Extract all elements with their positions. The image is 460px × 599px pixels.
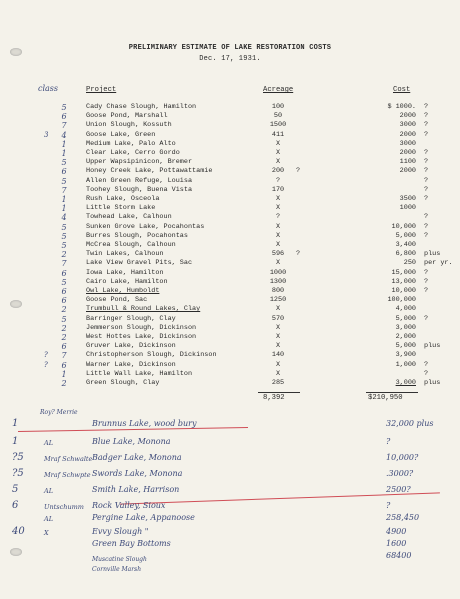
project-name: Warner Lake, Dickinson — [86, 360, 176, 369]
class-mark: 6 — [61, 296, 67, 306]
class-mark: 6 — [61, 112, 67, 122]
acreage-value: 285 — [271, 379, 285, 387]
class-note: ? — [44, 351, 48, 360]
class-mark: 5 — [61, 277, 67, 287]
project-name: Little Storm Lake — [86, 204, 156, 213]
cost-note: ? — [424, 112, 429, 121]
hw-cost: 68400 — [386, 551, 412, 560]
acreage-value: 411 — [271, 130, 285, 139]
acreage-value: 200 — [271, 167, 285, 176]
hw-left-mark: 1 — [12, 436, 19, 447]
project-name: Christopherson Slough, Dickinson — [86, 351, 217, 360]
column-header-class: class — [38, 84, 59, 93]
project-name: West Hottes Lake, Dickinson — [86, 333, 197, 341]
table-row — [0, 112, 460, 121]
hw-class-note: X — [44, 529, 49, 537]
acreage-value: X — [275, 342, 281, 351]
margin-note: Cornville Marsh — [92, 566, 142, 573]
acreage-value: X — [275, 305, 281, 314]
cost-note: plus — [424, 379, 441, 387]
cost-value: 2,000 — [395, 333, 416, 341]
project-name: Gruver Lake, Dickinson — [86, 342, 176, 351]
hw-cost: 2500? — [386, 485, 411, 494]
class-mark: 1 — [61, 139, 67, 149]
hw-class-note: Mraf Schwalte — [44, 455, 93, 463]
class-mark: 6 — [61, 287, 67, 296]
cost-note: ? — [424, 213, 429, 222]
cost-value: 2000 — [399, 112, 416, 121]
cost-value: 2000 — [399, 130, 416, 139]
project-name: Rush Lake, Osceola — [86, 195, 160, 203]
acreage-value: 50 — [273, 112, 283, 121]
table-row — [0, 324, 460, 333]
class-mark: 5 — [61, 103, 67, 112]
cost-value: 2000 — [399, 167, 416, 176]
table-row — [0, 315, 460, 324]
class-mark: 2 — [61, 305, 67, 315]
cost-value: 3,400 — [395, 241, 416, 249]
acreage-value: X — [275, 259, 281, 268]
class-mark: 1 — [61, 204, 67, 214]
class-mark: 7 — [61, 185, 67, 195]
class-mark: 2 — [61, 333, 67, 342]
hw-class-note: Mraf Schwpte — [44, 471, 91, 479]
acreage-value: X — [275, 333, 281, 341]
project-name: Honey Creek Lake, Pottawattamie — [86, 167, 213, 176]
project-name: Trumbull & Round Lakes, Clay — [86, 305, 201, 314]
table-row — [0, 351, 460, 360]
project-name: Jemmerson Slough, Dickinson — [86, 323, 197, 332]
total-rule — [258, 392, 300, 393]
project-name: Upper Wapsipinicon, Bremer — [86, 158, 193, 167]
table-row — [0, 195, 460, 204]
project-name: Medium Lake, Palo Alto — [86, 139, 176, 148]
project-name: Barringer Slough, Clay — [86, 314, 176, 323]
class-mark: 5 — [61, 231, 67, 241]
class-mark: 6 — [61, 268, 67, 278]
hw-left-mark: 6 — [12, 500, 19, 511]
acreage-value: X — [275, 241, 281, 249]
acreage-value: 170 — [271, 185, 285, 194]
cost-value: 6,800 — [395, 250, 416, 259]
cost-value: 3,000 — [395, 323, 416, 332]
table-row — [0, 121, 460, 130]
acreage-value: 1300 — [269, 277, 287, 286]
hw-left-mark: 1 — [12, 418, 19, 429]
hw-left-mark: ?5 — [12, 468, 24, 479]
acreage-value: 570 — [271, 314, 285, 323]
table-row — [0, 140, 460, 149]
hw-cost: ? — [386, 437, 391, 446]
hw-project: Green Bay Bottoms — [92, 539, 171, 548]
class-note: ? — [44, 360, 48, 369]
document-title: PRELIMINARY ESTIMATE OF LAKE RESTORATION COSTS — [128, 44, 332, 52]
cost-value: 1000 — [399, 204, 416, 213]
class-mark: 1 — [61, 195, 67, 204]
cost-note: ? — [424, 185, 429, 194]
hw-cost: 1600 — [386, 539, 407, 548]
table-row — [0, 361, 460, 370]
class-mark: 7 — [61, 351, 67, 361]
cost-value: 5,000 — [395, 314, 416, 323]
project-name: Owl Lake, Humboldt — [86, 287, 160, 295]
cost-note: ? — [424, 360, 429, 369]
hw-left-mark: 40 — [12, 526, 25, 537]
cost-value: 5,000 — [395, 342, 416, 351]
cost-value: 13,000 — [391, 277, 416, 286]
hw-cost: 258,450 — [386, 513, 420, 522]
hw-class-note: Untschumm — [44, 503, 84, 511]
hw-cost: ? — [386, 501, 391, 510]
table-row — [0, 103, 460, 112]
cost-note: ? — [424, 231, 429, 240]
hw-project: Badger Lake, Monona — [92, 453, 182, 462]
table-row — [0, 232, 460, 241]
class-mark: 5 — [61, 222, 67, 232]
hw-project: Swords Lake, Monona — [92, 469, 183, 478]
cost-note: ? — [424, 167, 429, 176]
table-row — [0, 241, 460, 250]
cost-value: 10,000 — [391, 222, 416, 231]
cost-note: plus — [424, 250, 441, 259]
acreage-value: 1250 — [269, 296, 287, 305]
project-name: Goose Lake, Green — [86, 130, 156, 139]
project-name: Twin Lakes, Calhoun — [86, 250, 164, 259]
project-name: Little Wall Lake, Hamilton — [86, 369, 193, 378]
hw-project: Pergine Lake, Appanoose — [92, 513, 195, 522]
acreage-query: ? — [296, 167, 301, 176]
table-row — [0, 259, 460, 268]
document-date: Dec. 17, 1931. — [199, 55, 261, 63]
project-name: McCrea Slough, Calhoun — [86, 241, 176, 249]
cost-note: ? — [424, 149, 429, 157]
cost-note: ? — [424, 121, 429, 130]
class-mark: 5 — [61, 158, 67, 168]
acreage-value: 1500 — [269, 121, 287, 130]
acreage-value: 100 — [271, 103, 285, 111]
table-row — [0, 296, 460, 305]
table-row — [0, 250, 460, 259]
cost-note: ? — [424, 287, 429, 295]
cost-note: plus — [424, 342, 441, 351]
class-mark: 1 — [61, 369, 67, 379]
cost-note: ? — [424, 314, 429, 323]
project-name: Green Slough, Clay — [86, 379, 160, 387]
cost-value: 1100 — [399, 158, 416, 167]
table-row — [0, 131, 460, 140]
cost-value: 100,000 — [387, 296, 416, 305]
cost-value: 10,000 — [391, 287, 416, 295]
total-acreage: 8,392 — [263, 394, 285, 402]
table-row — [0, 186, 460, 195]
class-note: 3 — [44, 130, 49, 139]
cost-value: 2000 — [399, 149, 416, 157]
table-row — [0, 223, 460, 232]
table-row — [0, 342, 460, 351]
project-name: Cady Chase Slough, Hamilton — [86, 103, 197, 111]
cost-value: 1,000 — [395, 360, 416, 369]
table-row — [0, 204, 460, 213]
project-name: Goose Pond, Sac — [86, 296, 148, 305]
cost-note: ? — [424, 130, 429, 139]
cost-value: $ 1000. — [387, 103, 416, 111]
table-row — [0, 278, 460, 287]
column-header-project: Project — [86, 86, 117, 94]
hw-project: Brunnus Lake, wood bury — [92, 419, 197, 428]
table-row — [0, 287, 460, 296]
class-mark: 6 — [61, 360, 67, 370]
cost-note: ? — [424, 176, 429, 185]
class-mark: 1 — [61, 149, 67, 158]
project-name: Iowa Lake, Hamilton — [86, 268, 164, 277]
class-mark: 2 — [61, 323, 67, 333]
table-row — [0, 149, 460, 158]
acreage-value: X — [275, 195, 281, 203]
table-row — [0, 333, 460, 342]
cost-value: 3000 — [399, 139, 416, 148]
acreage-value: X — [275, 369, 281, 378]
hw-project: Evvy Slough " — [92, 527, 149, 536]
hw-class-note: AL — [44, 439, 54, 447]
acreage-value: ? — [275, 213, 281, 222]
project-name: Sunken Grove Lake, Pocahontas — [86, 222, 205, 231]
class-mark: 4 — [61, 213, 67, 223]
project-name: Lake View Gravel Pits, Sac — [86, 259, 193, 268]
cost-value: 3000 — [399, 121, 416, 130]
project-name: Burres Slough, Pocahontas — [86, 231, 188, 240]
hw-project: Blue Lake, Monona — [92, 437, 171, 446]
cost-note: per yr. — [424, 259, 453, 268]
hw-cost: 32,000 plus — [386, 419, 434, 428]
cost-value: 3,900 — [395, 351, 416, 360]
column-header-cost: Cost — [393, 86, 411, 94]
cost-note: ? — [424, 277, 429, 286]
class-mark: 6 — [61, 342, 67, 352]
class-mark: 7 — [61, 259, 67, 269]
acreage-value: 596 — [271, 250, 285, 259]
acreage-value: X — [275, 323, 281, 332]
cost-value: 5,000 — [395, 231, 416, 240]
cost-note: ? — [424, 158, 429, 167]
class-mark: 5 — [61, 314, 67, 324]
project-name: Union Slough, Kossuth — [86, 121, 172, 130]
hw-left-mark: ?5 — [12, 452, 24, 463]
total-rule — [366, 392, 418, 393]
table-row — [0, 177, 460, 186]
class-mark: 2 — [61, 250, 67, 260]
hw-cost: 10,000? — [386, 453, 419, 462]
project-name: Toohey Slough, Buena Vista — [86, 185, 193, 194]
acreage-value: X — [275, 158, 281, 167]
class-mark: 5 — [61, 241, 67, 250]
class-mark: 6 — [61, 167, 67, 177]
acreage-value: 800 — [271, 287, 285, 295]
table-row — [0, 370, 460, 379]
cost-value: 250 — [403, 259, 416, 268]
acreage-value: X — [275, 231, 281, 240]
acreage-value: 1000 — [269, 268, 287, 277]
table-row — [0, 379, 460, 388]
acreage-value: X — [275, 139, 281, 148]
handwritten-row — [0, 550, 460, 572]
cost-note: ? — [424, 195, 429, 203]
margin-note: Roy? Merrie — [40, 409, 78, 416]
acreage-value: X — [275, 222, 281, 231]
hw-project: Smith Lake, Harrison — [92, 485, 180, 494]
cost-note: ? — [424, 268, 429, 277]
acreage-value: X — [275, 204, 281, 213]
acreage-query: ? — [296, 250, 301, 259]
hw-cost: .3000? — [386, 469, 414, 478]
table-row — [0, 305, 460, 314]
project-name: Allen Green Refuge, Louisa — [86, 176, 193, 185]
class-mark: 2 — [61, 379, 67, 388]
total-cost: $210,950 — [368, 394, 403, 402]
table-row — [0, 158, 460, 167]
table-row — [0, 213, 460, 222]
class-mark: 5 — [61, 176, 67, 186]
project-name: Clear Lake, Cerro Gordo — [86, 149, 180, 157]
hw-left-mark: 5 — [12, 484, 19, 495]
acreage-value: X — [275, 360, 281, 369]
hw-class-note: AL — [44, 515, 54, 523]
table-row — [0, 269, 460, 278]
hw-cost: 4900 — [386, 527, 407, 536]
cost-value: 3500 — [399, 195, 416, 203]
column-header-acreage: Acreage — [263, 86, 294, 94]
cost-note: ? — [424, 369, 429, 378]
cost-value: 4,000 — [395, 305, 416, 314]
hw-class-note: AL — [44, 487, 54, 495]
acreage-value: 140 — [271, 351, 285, 360]
project-name: Goose Pond, Marshall — [86, 112, 168, 121]
project-name: Cairo Lake, Hamilton — [86, 277, 168, 286]
cost-value: 15,000 — [391, 268, 416, 277]
hw-project: Rock Valley, Sioux — [92, 501, 166, 510]
table-row — [0, 167, 460, 176]
cost-value: 3,000 — [395, 379, 416, 387]
cost-note: ? — [424, 222, 429, 231]
project-name: Towhead Lake, Calhoun — [86, 213, 172, 222]
acreage-value: X — [275, 149, 281, 157]
cost-note: ? — [424, 103, 429, 111]
class-mark: 4 — [61, 130, 67, 140]
margin-note: Muscatine Slough — [92, 556, 147, 563]
acreage-value: ? — [275, 176, 281, 185]
class-mark: 7 — [61, 121, 67, 131]
